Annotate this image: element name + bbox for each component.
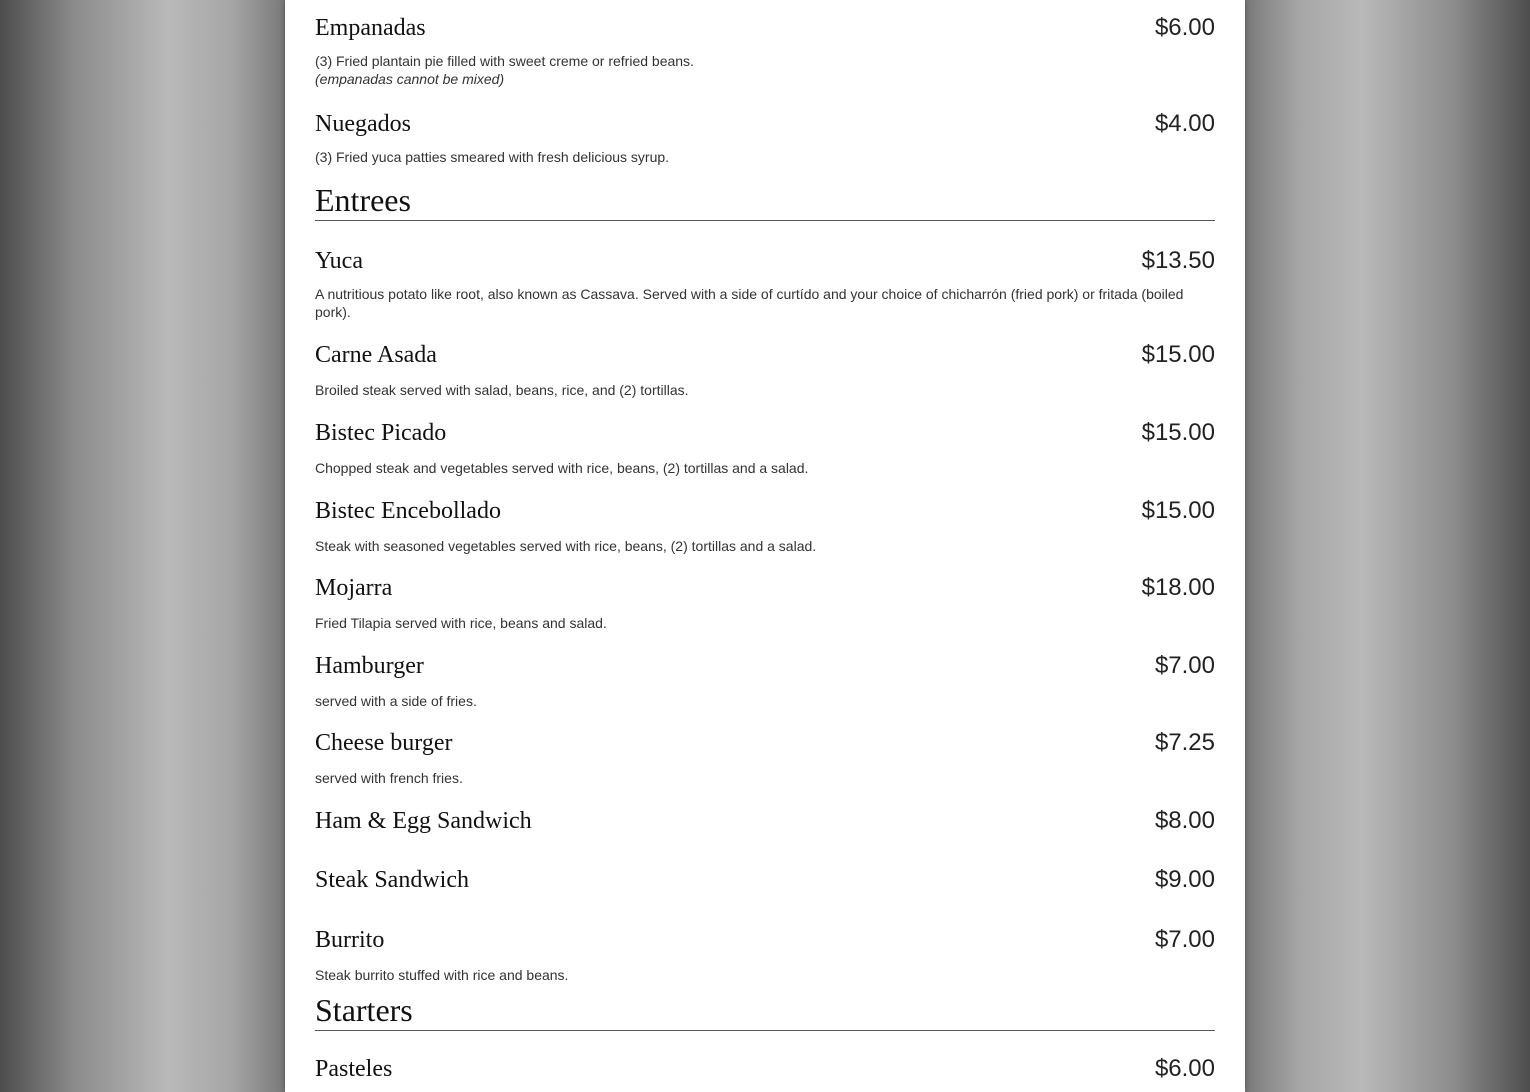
menu-item-bistec-encebollado xyxy=(315,495,1215,554)
menu-item-hamburger xyxy=(315,650,1215,709)
item-name: Mojarra xyxy=(315,575,393,601)
item-name: Bistec Picado xyxy=(315,420,447,446)
item-description: Fried Tilapia served with rice, beans and salad. xyxy=(315,615,607,631)
section-title: Entrees xyxy=(315,182,411,218)
item-price: $6.00 xyxy=(1154,1055,1215,1082)
item-price: $4.00 xyxy=(1154,110,1215,137)
item-price: $15.00 xyxy=(1141,341,1215,368)
menu-item-burrito xyxy=(315,924,1215,983)
item-description: (3) Fried plantain pie filled with sweet creme or refried beans. xyxy=(315,53,694,69)
item-description: served with a side of fries. xyxy=(315,693,477,709)
item-name: Bistec Encebollado xyxy=(315,498,501,524)
item-price: $6.00 xyxy=(1154,14,1215,41)
item-description: (3) Fried yuca patties smeared with fresh delicious syrup. xyxy=(315,149,670,165)
menu-panel xyxy=(285,0,1245,1092)
item-name: Hamburger xyxy=(315,653,424,679)
item-name: Nuegados xyxy=(315,111,411,137)
item-description: Steak burrito stuffed with rice and beans. xyxy=(315,967,569,983)
item-price: $9.00 xyxy=(1154,866,1215,893)
item-name: Empanadas xyxy=(315,15,426,41)
item-name: Steak Sandwich xyxy=(315,867,469,893)
item-price: $7.00 xyxy=(1154,652,1215,679)
item-description: Broiled steak served with salad, beans, rice, and (2) tortillas. xyxy=(315,382,689,398)
item-description: served with french fries. xyxy=(315,770,463,786)
item-price: $7.00 xyxy=(1154,926,1215,953)
section-title: Starters xyxy=(315,992,413,1028)
item-name: Pasteles xyxy=(315,1056,393,1082)
item-price: $18.00 xyxy=(1141,574,1215,601)
item-note: (empanadas cannot be mixed) xyxy=(315,71,505,87)
menu-item-mojarra xyxy=(315,572,1215,631)
section-header-entrees xyxy=(315,180,1215,221)
item-name: Ham & Egg Sandwich xyxy=(315,808,532,834)
item-name: Burrito xyxy=(315,927,385,953)
menu-item-cheese-burger xyxy=(315,727,1215,786)
item-description: Chopped steak and vegetables served with rice, beans, (2) tortillas and a salad. xyxy=(315,460,809,476)
item-name: Yuca xyxy=(315,248,363,274)
item-description: Steak with seasoned vegetables served with rice, beans, (2) tortillas and a salad. xyxy=(315,538,817,554)
menu-item-carne-asada xyxy=(315,339,1215,398)
section-header-starters xyxy=(315,990,1215,1031)
item-description: A nutritious potato like root, also known as Cassava. Served with a side of curtído and your choice of chicharrón (fried pork) or fritada (boiled pork). xyxy=(315,286,1184,320)
item-name: Carne Asada xyxy=(315,342,437,368)
menu-item-steak-sandwich xyxy=(315,864,1215,902)
menu-item-bistec-picado xyxy=(315,417,1215,476)
item-name: Cheese burger xyxy=(315,730,453,756)
menu-item-pasteles xyxy=(315,1053,1215,1092)
menu-item-empanadas xyxy=(315,12,1215,100)
menu-content xyxy=(315,12,1215,1092)
item-price: $15.00 xyxy=(1141,497,1215,524)
item-price: $8.00 xyxy=(1154,807,1215,834)
item-price: $7.25 xyxy=(1154,729,1215,756)
menu-item-yuca xyxy=(315,245,1215,320)
menu-item-ham-egg-sandwich xyxy=(315,805,1215,842)
menu-item-nuegados xyxy=(315,108,1215,168)
item-price: $13.50 xyxy=(1141,247,1215,274)
item-price: $15.00 xyxy=(1141,419,1215,446)
